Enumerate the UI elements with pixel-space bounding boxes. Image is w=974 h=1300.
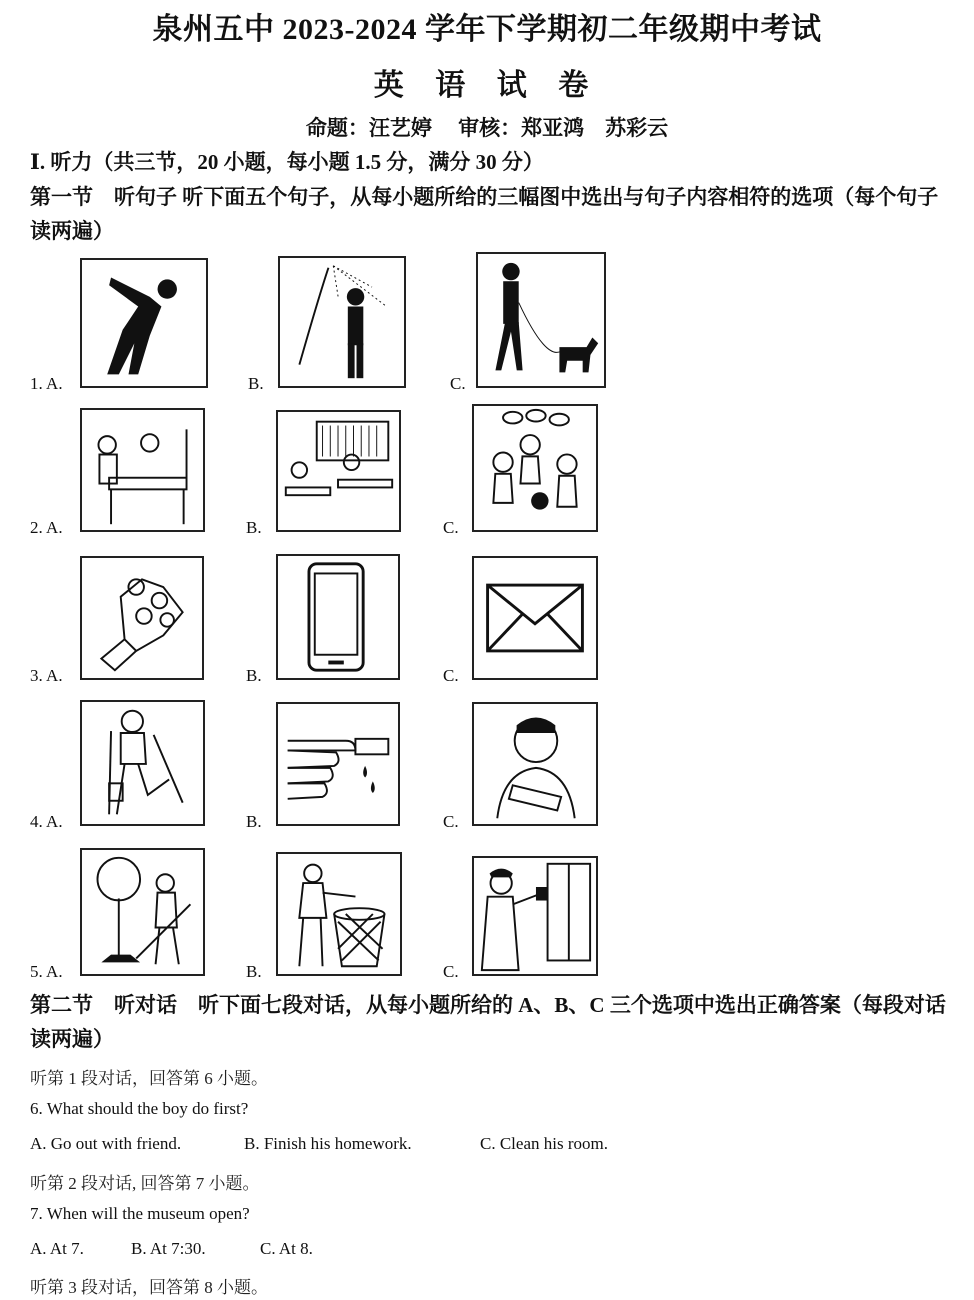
q3-option-a-flowers-image xyxy=(80,556,204,680)
q6-option-c: C. Clean his room. xyxy=(480,1134,608,1153)
q4-label-b: B. xyxy=(246,812,262,831)
question-6: 6. What should the boy do first? xyxy=(30,1099,249,1118)
q4-label-a: 4. A. xyxy=(30,812,63,831)
q7-option-b: B. At 7:30. xyxy=(131,1239,206,1258)
q2-label-c: C. xyxy=(443,518,459,537)
exam-title: 泉州五中 2023-2024 学年下学期初二年级期中考试 xyxy=(152,13,822,46)
dialogue-2-intro: 听第 2 段对话, 回答第 7 小题。 xyxy=(30,1174,260,1193)
q5-label-c: C. xyxy=(443,962,459,981)
q4-option-c-broken-arm-image xyxy=(472,702,598,826)
q1-label-b: B. xyxy=(248,374,264,393)
q7-option-a: A. At 7. xyxy=(30,1239,84,1258)
part2-heading: 第二节 听对话 听下面七段对话，从每小题所给的 A、B、C 三个选项中选出正确答案（每段对话读两遍） xyxy=(30,993,946,1051)
q5-option-b-trash-can-image xyxy=(276,852,402,976)
q6-option-b: B. Finish his homework. xyxy=(244,1134,412,1153)
q5-label-a: 5. A. xyxy=(30,962,63,981)
q2-option-c-kids-playing-image xyxy=(472,404,598,532)
q5-option-a-planting-tree-image xyxy=(80,848,205,976)
q7-option-c: C. At 8. xyxy=(260,1239,313,1258)
q6-option-a: A. Go out with friend. xyxy=(30,1134,182,1153)
part1-heading: 第一节 听句子 听下面五个句子，从每小题所给的三幅图中选出与句子内容相符的选项（每个句子读两遍） xyxy=(30,185,939,243)
q2-label-b: B. xyxy=(246,518,262,537)
q5-option-c-cleaning-window-image xyxy=(472,856,598,976)
q4-option-b-cut-finger-image xyxy=(276,702,400,826)
question-7: 7. When will the museum open? xyxy=(30,1204,250,1223)
q3-label-b: B. xyxy=(246,666,262,685)
q1-label-c: C. xyxy=(450,374,466,393)
q3-label-c: C. xyxy=(443,666,459,685)
q1-label-a: 1. A. xyxy=(30,374,63,393)
q1-option-b-shower-image xyxy=(278,256,406,388)
exam-subtitle: 英 语 试 卷 xyxy=(373,69,601,102)
q3-label-a: 3. A. xyxy=(30,666,63,685)
q2-option-b-library-image xyxy=(276,410,401,532)
q5-label-b: B. xyxy=(246,962,262,981)
q4-label-c: C. xyxy=(443,812,459,831)
q3-option-c-envelope-image xyxy=(472,556,598,680)
exam-authors: 命题：汪艺婷 审核：郑亚鸿 苏彩云 xyxy=(305,116,669,140)
q1-option-a-stretching-image xyxy=(80,258,208,388)
q3-option-b-phone-image xyxy=(276,554,400,680)
section-heading: Ⅰ. 听力（共三节，20 小题，每小题 1.5 分，满分 30 分） xyxy=(30,150,544,174)
q2-label-a: 2. A. xyxy=(30,518,63,537)
dialogue-1-intro: 听第 1 段对话，回答第 6 小题。 xyxy=(30,1069,268,1088)
dialogue-3-intro: 听第 3 段对话，回答第 8 小题。 xyxy=(30,1278,268,1297)
q1-option-c-walking-dog-image xyxy=(476,252,606,388)
q2-option-a-hospital-image xyxy=(80,408,205,532)
q4-option-a-crutches-image xyxy=(80,700,205,826)
